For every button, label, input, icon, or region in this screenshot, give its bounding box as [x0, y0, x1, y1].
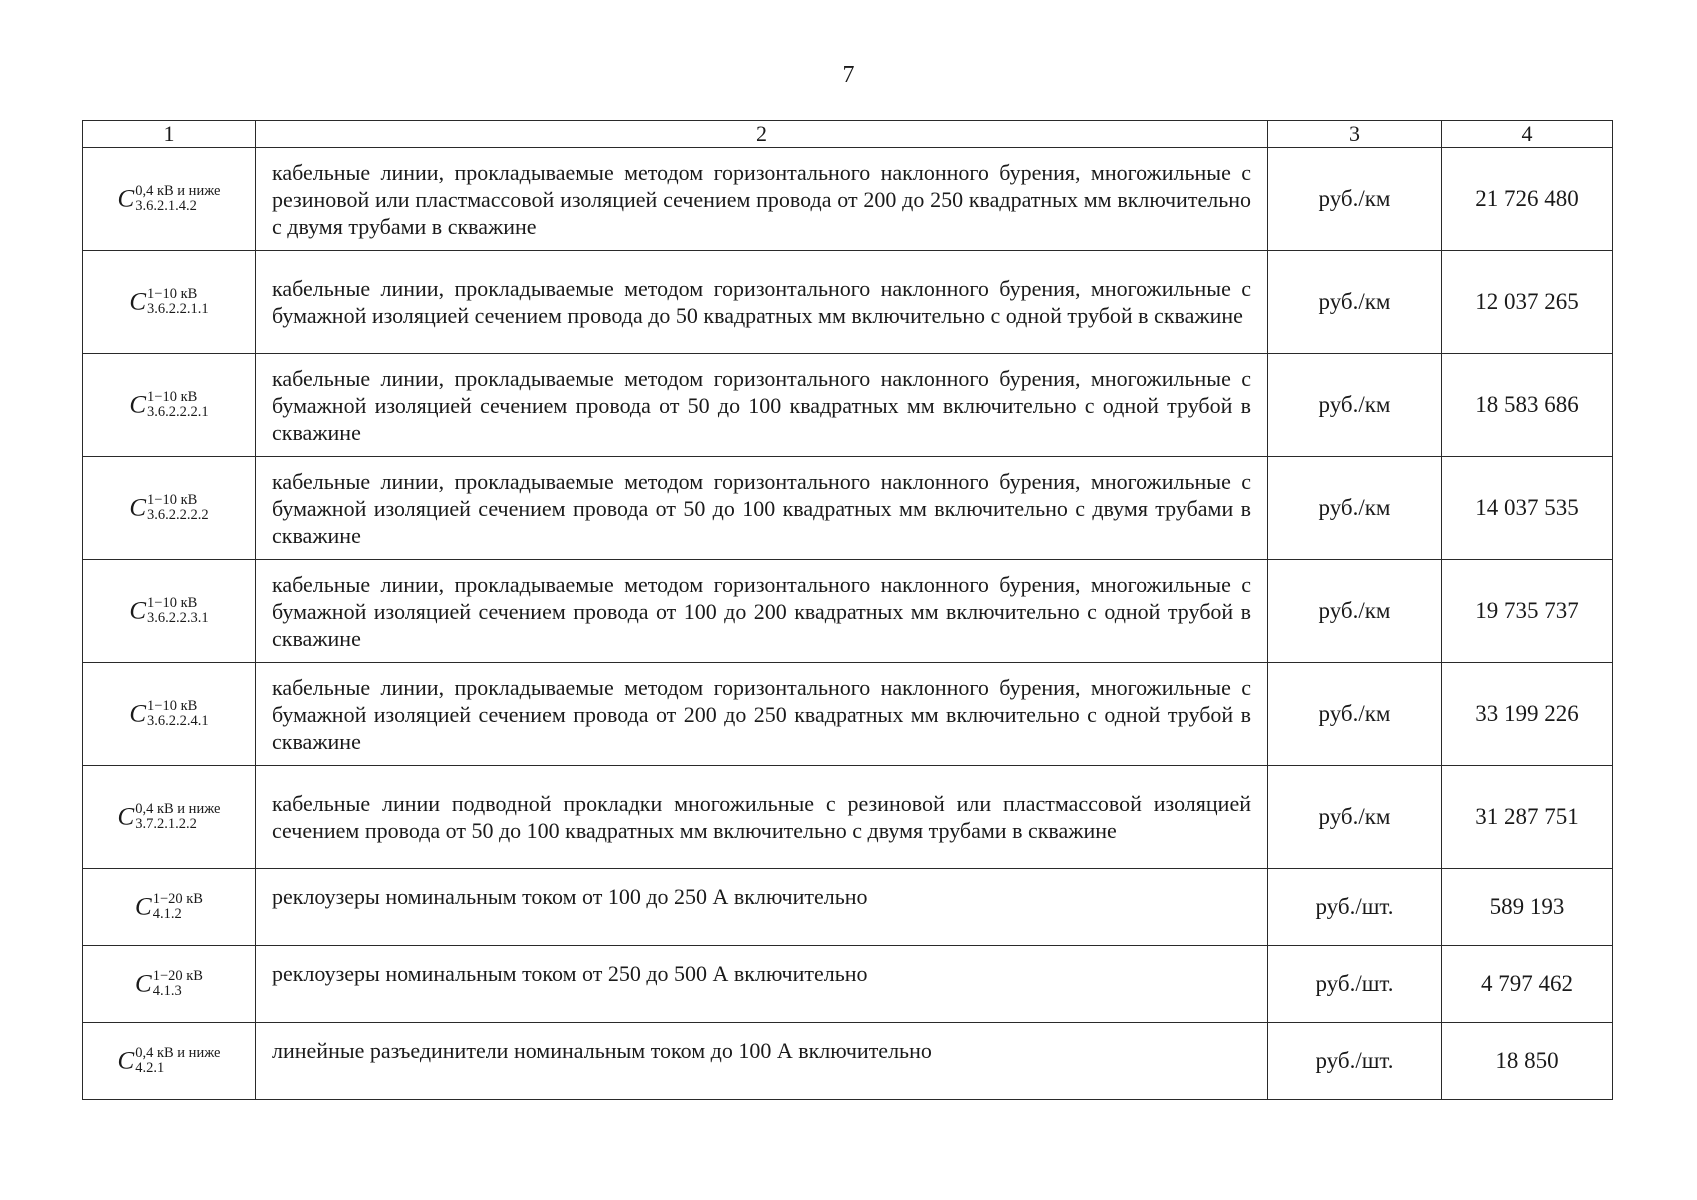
rate-symbol	[129, 494, 208, 522]
value-cell: 31 287 751	[1442, 766, 1613, 869]
column-header: 4	[1442, 121, 1613, 148]
symbol-letter: C	[129, 597, 147, 625]
symbol-letter: C	[129, 288, 147, 316]
value-cell: 18 583 686	[1442, 354, 1613, 457]
symbol-index: 3.6.2.2.3.1	[147, 610, 209, 627]
symbol-index: 4.2.1	[135, 1060, 165, 1077]
rate-symbol-cell	[83, 457, 256, 560]
rate-symbol-cell	[83, 946, 256, 1023]
rate-symbol	[129, 288, 208, 316]
symbol-index: 4.1.2	[152, 906, 182, 923]
rate-symbol-cell	[83, 148, 256, 251]
description-cell: кабельные линии, прокладываемые методом горизонтального наклонного бурения, многожильные с бумажной изоляцией сечением провода от 100 до 200 квадратных мм включительно с одной трубой в скважине	[256, 560, 1268, 663]
symbol-voltage: 1−10 кВ	[147, 389, 198, 406]
symbol-index: 3.6.2.2.4.1	[147, 713, 209, 730]
rate-symbol-cell	[83, 251, 256, 354]
symbol-scripts	[147, 494, 209, 522]
table-row	[83, 766, 1613, 869]
price-table	[82, 120, 1613, 1100]
unit-cell: руб./км	[1268, 560, 1442, 663]
symbol-index: 3.6.2.2.2.2	[147, 507, 209, 524]
value-cell: 19 735 737	[1442, 560, 1613, 663]
unit-cell: руб./км	[1268, 354, 1442, 457]
symbol-voltage: 0,4 кВ и ниже	[135, 1045, 221, 1062]
table-row	[83, 457, 1613, 560]
rate-symbol	[129, 391, 208, 419]
symbol-index: 3.6.2.2.1.1	[147, 301, 209, 318]
rate-symbol	[118, 1047, 221, 1075]
description-cell: кабельные линии, прокладываемые методом горизонтального наклонного бурения, многожильные с бумажной изоляцией сечением провода от 50 до 100 квадратных мм включительно с двумя трубами в скважине	[256, 457, 1268, 560]
value-cell: 33 199 226	[1442, 663, 1613, 766]
table-row	[83, 354, 1613, 457]
description-cell: кабельные линии, прокладываемые методом горизонтального наклонного бурения, многожильные с резиновой или пластмассовой изоляцией сечением провода от 200 до 250 квадратных мм включительно с двумя трубами в скважине	[256, 148, 1268, 251]
rate-symbol	[129, 700, 208, 728]
symbol-letter: C	[117, 1047, 135, 1075]
table-row	[83, 946, 1613, 1023]
page-number: 7	[842, 62, 855, 88]
table-row	[83, 251, 1613, 354]
table-row	[83, 560, 1613, 663]
unit-cell: руб./шт.	[1268, 1023, 1442, 1100]
description-cell: кабельные линии подводной прокладки многожильные с резиновой или пластмассовой изоляцией сечением провода от 50 до 100 квадратных мм включительно с двумя трубами в скважине	[256, 766, 1268, 869]
symbol-index: 4.1.3	[152, 983, 182, 1000]
symbol-scripts	[147, 597, 209, 625]
description-cell: кабельные линии, прокладываемые методом горизонтального наклонного бурения, многожильные с бумажной изоляцией сечением провода от 50 до 100 квадратных мм включительно с одной трубой в скважине	[256, 354, 1268, 457]
symbol-index: 3.6.2.2.2.1	[147, 404, 209, 421]
rate-symbol	[118, 185, 221, 213]
table-row	[83, 869, 1613, 946]
symbol-letter: C	[129, 391, 147, 419]
rate-symbol-cell	[83, 663, 256, 766]
description-cell: реклоузеры номинальным током от 100 до 250 А включительно	[256, 869, 1268, 946]
symbol-scripts	[135, 1047, 220, 1075]
unit-cell: руб./км	[1268, 766, 1442, 869]
column-header: 1	[83, 121, 256, 148]
description-cell: реклоузеры номинальным током от 250 до 500 А включительно	[256, 946, 1268, 1023]
table-row	[83, 663, 1613, 766]
symbol-letter: C	[135, 970, 152, 998]
table-row	[83, 1023, 1613, 1100]
symbol-scripts	[153, 970, 203, 998]
symbol-index: 3.7.2.1.2.2	[135, 816, 197, 833]
rate-symbol-cell	[83, 560, 256, 663]
table-body	[83, 148, 1613, 1100]
description-cell: линейные разъединители номинальным током до 100 А включительно	[256, 1023, 1268, 1100]
rate-symbol	[135, 893, 203, 921]
rate-symbol	[135, 970, 203, 998]
header-row	[83, 121, 1613, 148]
rate-symbol	[129, 597, 208, 625]
rate-symbol-cell	[83, 869, 256, 946]
value-cell: 14 037 535	[1442, 457, 1613, 560]
unit-cell: руб./шт.	[1268, 946, 1442, 1023]
unit-cell: руб./км	[1268, 251, 1442, 354]
value-cell: 589 193	[1442, 869, 1613, 946]
symbol-letter: C	[129, 494, 147, 522]
rate-symbol-cell	[83, 354, 256, 457]
unit-cell: руб./шт.	[1268, 869, 1442, 946]
column-header: 2	[256, 121, 1268, 148]
column-header: 3	[1268, 121, 1442, 148]
symbol-voltage: 1−10 кВ	[147, 595, 198, 612]
symbol-voltage: 1−10 кВ	[147, 286, 198, 303]
symbol-letter: C	[129, 700, 147, 728]
rate-symbol-cell	[83, 766, 256, 869]
rate-symbol-cell	[83, 1023, 256, 1100]
value-cell: 12 037 265	[1442, 251, 1613, 354]
description-cell: кабельные линии, прокладываемые методом горизонтального наклонного бурения, многожильные с бумажной изоляцией сечением провода от 200 до 250 квадратных мм включительно с одной трубой в скважине	[256, 663, 1268, 766]
symbol-letter: C	[117, 803, 135, 831]
symbol-scripts	[135, 185, 220, 213]
unit-cell: руб./км	[1268, 148, 1442, 251]
symbol-voltage: 1−10 кВ	[147, 698, 198, 715]
symbol-index: 3.6.2.1.4.2	[135, 198, 197, 215]
value-cell: 4 797 462	[1442, 946, 1613, 1023]
table-row	[83, 148, 1613, 251]
value-cell: 21 726 480	[1442, 148, 1613, 251]
symbol-scripts	[153, 893, 203, 921]
symbol-scripts	[147, 700, 209, 728]
description-cell: кабельные линии, прокладываемые методом горизонтального наклонного бурения, многожильные с бумажной изоляцией сечением провода до 50 квадратных мм включительно с одной трубой в скважине	[256, 251, 1268, 354]
unit-cell: руб./км	[1268, 457, 1442, 560]
value-cell: 18 850	[1442, 1023, 1613, 1100]
symbol-voltage: 1−20 кВ	[152, 891, 203, 908]
rate-symbol	[118, 803, 221, 831]
symbol-voltage: 0,4 кВ и ниже	[135, 801, 221, 818]
symbol-voltage: 1−10 кВ	[147, 492, 198, 509]
unit-cell: руб./км	[1268, 663, 1442, 766]
symbol-scripts	[147, 288, 209, 316]
symbol-scripts	[147, 391, 209, 419]
symbol-voltage: 1−20 кВ	[152, 968, 203, 985]
symbol-voltage: 0,4 кВ и ниже	[135, 183, 221, 200]
symbol-scripts	[135, 803, 220, 831]
symbol-letter: C	[117, 185, 135, 213]
symbol-letter: C	[135, 893, 152, 921]
